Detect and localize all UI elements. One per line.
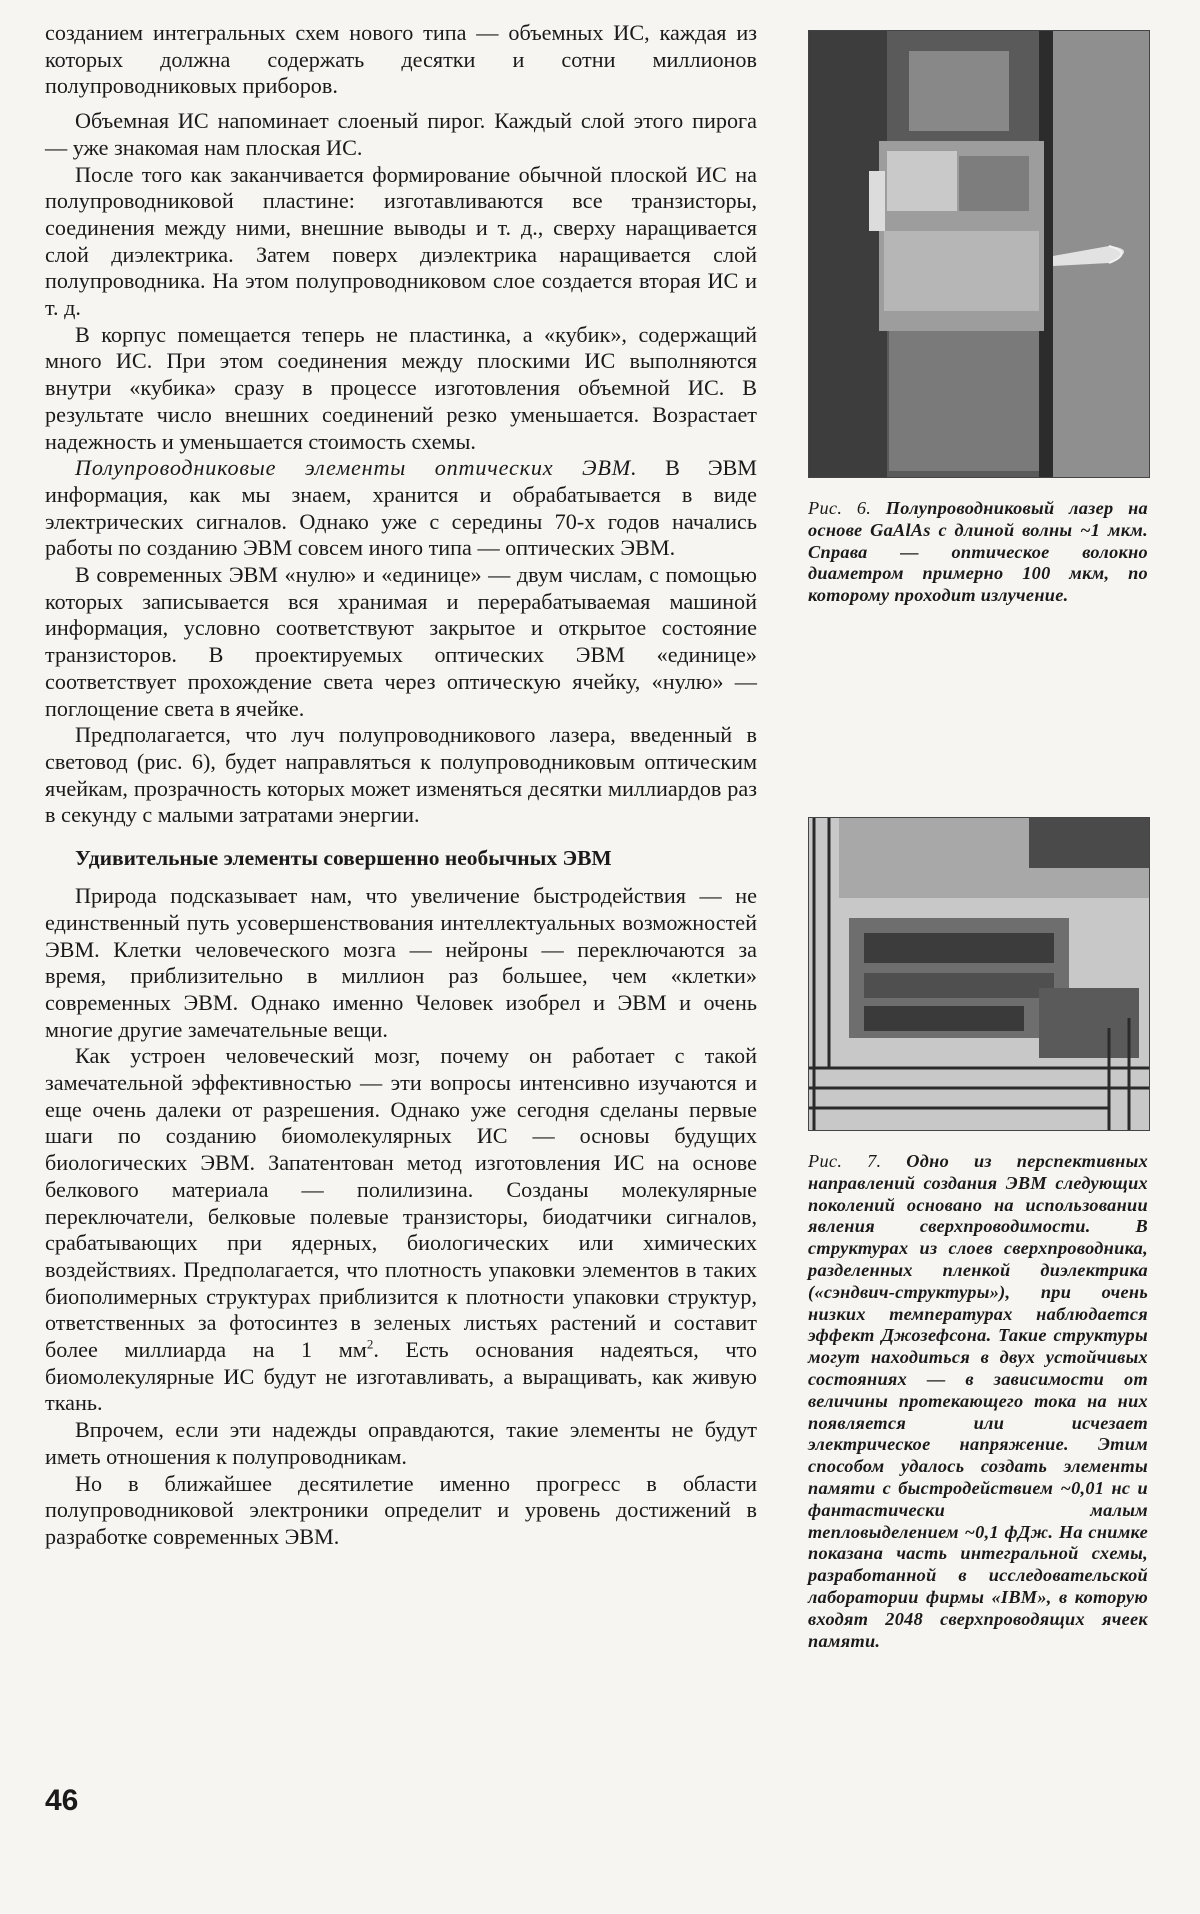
run-in-heading: Полупроводниковые элементы оптических ЭВМ. xyxy=(75,455,638,481)
page-number: 46 xyxy=(45,1784,79,1817)
figure-label: Рис. 7. xyxy=(808,1150,882,1171)
figure-6-laser-photo xyxy=(808,30,1150,478)
paragraph: В корпус помещается теперь не пластинка, а «кубик», содержащий много ИС. При этом соединения между плоскими ИС выполняются внутри «кубика» сразу в процессе изготовления объемной ИС. В результате число внешних соединений резко уменьшается. Возрастает надежность и уменьшается стоимость схемы. xyxy=(45,321,757,454)
caption-text: Одно из перспективных направлений создания ЭВМ следующих поколений основано на использовании явления сверхпроводимости. В структурах из слоев сверхпроводника, разделенных пленкой диэлектрика («сэндвич-структуры»), при очень низких температурах наблюдается эффект Джозефсона. Такие структуры могут находиться в двух устойчивых состояниях — в зависимости от величины протекающего тока на них появляется или исчезает электрическое напряжение. Этим способом удалось создать элементы памяти с быстродействием ~0,01 нс и фантастически малым тепловыделением ~0,1 фДж. На снимке показана часть интегральной схемы, разработанной в исследовательской лаборатории фирмы «IBM», в которую входят 2048 сверхпроводящих ячеек памяти. xyxy=(808,1150,1149,1651)
figure-7-caption xyxy=(808,1151,1148,1652)
figure-column xyxy=(808,30,1148,1652)
figure-7-ic-photo xyxy=(808,817,1150,1131)
paragraph: созданием интегральных схем нового типа — объемных ИС, каждая из которых должна содержать десятки и сотни миллионов полупроводниковых приборов. xyxy=(45,20,757,99)
paragraph-text: Как устроен человеческий мозг, почему он работает с такой замечательной эффективностью — эти вопросы интенсивно изучаются и еще очень далеки от разрешения. Однако уже сегодня сделаны первые шаги по созданию биомолекулярных ИС — основы будущих биологических ЭВМ. Запатентован метод изготовления ИС на основе белкового материала — полилизина. Созданы молекулярные переключатели, белковые полевые транзисторы, биодатчики сигналов, срабатывающих при ядерных, биологических или химических воздействиях. Предполагается, что плотность упаковки элементов в таких биополимерных структурах приблизится к плотности упаковки структур, ответственных за фотосинтез в зеленых листьях растений и составит более миллиарда на 1 мм xyxy=(45,1043,757,1363)
ic-photo-image xyxy=(809,818,1149,1130)
paragraph-text: В ЭВМ информация, как мы знаем, хранится и обрабатывается в виде электрических сигналов. Однако уже с середины 70-х годов начались работы по созданию ЭВМ совсем иного типа — оптических ЭВМ. xyxy=(45,455,757,561)
paragraph-optical-computers xyxy=(45,455,757,562)
main-text-column xyxy=(45,20,757,1551)
paragraph: Природа подсказывает нам, что увеличение быстродействия — не единственный путь усовершенствования интеллектуальных возможностей ЭВМ. Клетки человеческого мозга — нейроны — переключаются за время, приблизительно в миллион раз большее, чем «клетки» современных ЭВМ. Однако именно Человек изобрел и ЭВМ и очень многие другие замечательные вещи. xyxy=(45,883,757,1042)
section-heading: Удивительные элементы совершенно необычных ЭВМ xyxy=(75,846,612,871)
caption-text: Полупроводниковый лазер на основе GaAlAs с длиной волны ~1 мкм. Справа — оптическое волокно диаметром примерно 100 мкм, по которому проходит излучение. xyxy=(808,498,1148,606)
paragraph: Предполагается, что луч полупроводникового лазера, введенный в световод (рис. 6), будет направляться к полупроводниковым оптическим ячейкам, прозрачность которых может изменяться десятки миллиардов раз в секунду с малыми затратами энергии. xyxy=(45,722,757,828)
paragraph: Объемная ИС напоминает слоеный пирог. Каждый слой этого пирога — уже знакомая нам плоская ИС. xyxy=(45,108,757,160)
laser-photo-image xyxy=(809,31,1149,477)
paragraph: В современных ЭВМ «нулю» и «единице» — двум числам, с помощью которых записывается вся хранимая и перерабатываемая машиной информация, условно соответствуют закрытое и открытое состояние транзисторов. В проектируемых оптических ЭВМ «единице» соответствует прохождение света через оптическую ячейку, «нулю» — поглощение света в ячейке. xyxy=(45,562,757,721)
paragraph: Но в ближайшее десятилетие именно прогресс в области полупроводниковой электроники определит и уровень достижений в разработке современных ЭВМ. xyxy=(45,1470,757,1549)
figure-6-caption xyxy=(808,498,1148,607)
paragraph xyxy=(45,1043,757,1417)
paragraph-text: . Есть основания надеяться, что биомолекулярные ИС будут не изготавливать, а выращивать, как живую ткань. xyxy=(45,1337,757,1416)
superscript: 2 xyxy=(366,1336,374,1352)
figure-label: Рис. 6. xyxy=(808,498,872,518)
paragraph: После того как заканчивается формирование обычной плоской ИС на полупроводниковой пластине: изготавливаются все транзисторы, соединения между ними, внешние выводы и т. д., сверху наращивается слой диэлектрика. Затем поверх диэлектрика наращивается слой полупроводника. На этом полупроводниковом слое создается вторая ИС и т. д. xyxy=(45,161,757,321)
paragraph: Впрочем, если эти надежды оправдаются, такие элементы не будут иметь отношения к полупроводникам. xyxy=(45,1417,757,1469)
